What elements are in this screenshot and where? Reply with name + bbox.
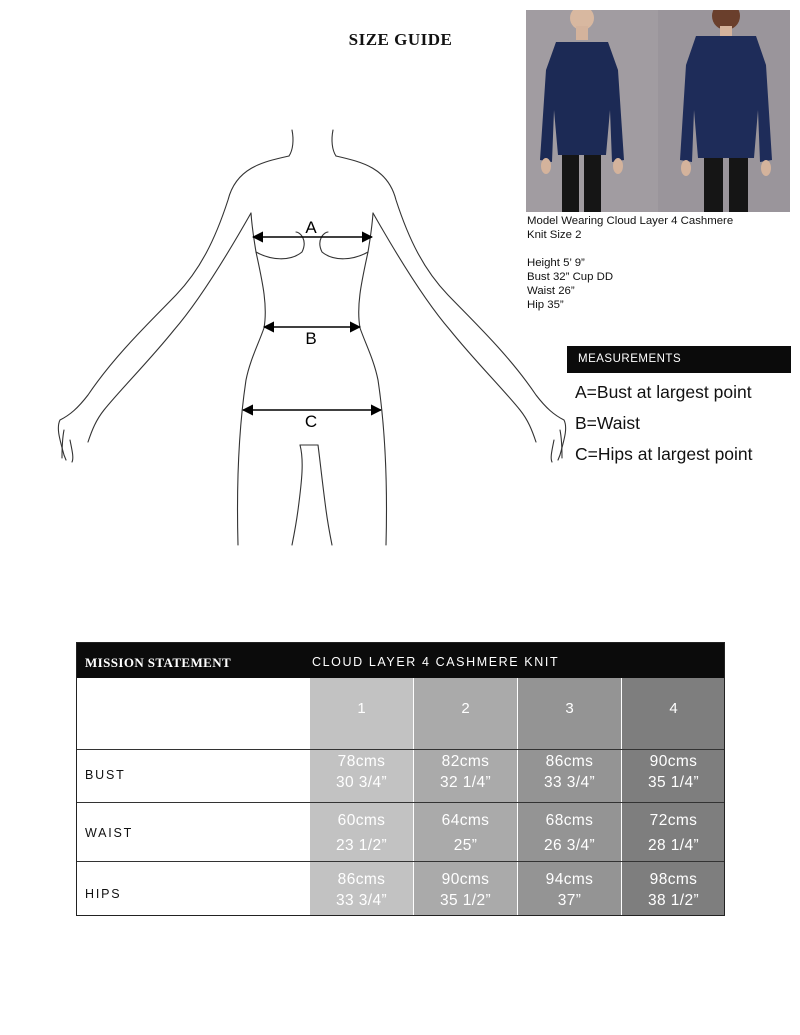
measurement-arrows xyxy=(243,237,381,410)
table-cell: 98cms 38 1/2” xyxy=(647,871,700,909)
table-cell: 78cms 30 3/4” xyxy=(335,753,388,791)
legend-item-bust: A=Bust at largest point xyxy=(575,382,752,402)
row-label-hips: HIPS xyxy=(85,887,122,901)
table-header xyxy=(77,643,724,678)
label-b: B xyxy=(305,329,317,348)
row-label-waist: WAIST xyxy=(85,826,134,840)
table-cell: 82cms 32 1/4” xyxy=(439,753,492,791)
size-heading: 1 xyxy=(357,700,366,717)
table-cell: 64cms 25” xyxy=(441,812,490,854)
table-cell: 94cms 37” xyxy=(545,871,594,909)
table-cell: 90cms 35 1/2” xyxy=(439,871,492,909)
page-title: SIZE GUIDE xyxy=(348,30,453,49)
body-diagram xyxy=(40,120,580,550)
table-cell: 72cms 28 1/4” xyxy=(647,812,700,854)
size-table xyxy=(76,642,725,916)
row-divider xyxy=(77,749,724,750)
table-cell: 86cms 33 3/4” xyxy=(543,753,596,791)
model-photo xyxy=(526,10,790,212)
model-hip: Hip 35” xyxy=(527,299,564,311)
legend-item-waist: B=Waist xyxy=(575,413,640,433)
model-waist: Waist 26” xyxy=(527,285,575,297)
label-c: C xyxy=(304,412,318,431)
size-heading: 2 xyxy=(461,700,470,717)
table-cell: 60cms 23 1/2” xyxy=(335,812,388,854)
size-heading: 4 xyxy=(669,700,678,717)
product-name: CLOUD LAYER 4 CASHMERE KNIT xyxy=(312,655,560,669)
measurements-header: MEASUREMENTS xyxy=(567,346,791,373)
label-a: A xyxy=(305,218,317,237)
row-label-bust: BUST xyxy=(85,768,126,782)
model-caption: Model Wearing Cloud Layer 4 Cashmere xyxy=(527,215,734,227)
table-cell: 90cms 35 1/4” xyxy=(647,753,700,791)
legend-item-hips: C=Hips at largest point xyxy=(575,444,753,464)
size-heading: 3 xyxy=(565,700,574,717)
row-divider xyxy=(77,861,724,862)
model-caption-size: Knit Size 2 xyxy=(527,229,582,241)
model-info xyxy=(527,214,797,312)
row-divider xyxy=(77,802,724,803)
model-bust: Bust 32” Cup DD xyxy=(527,271,614,283)
brand-name: MISSION STATEMENT xyxy=(85,655,232,670)
table-cell: 68cms 26 3/4” xyxy=(543,812,596,854)
model-height: Height 5’ 9” xyxy=(527,257,585,269)
measurements-legend xyxy=(575,380,797,473)
table-cell: 86cms 33 3/4” xyxy=(335,871,388,909)
